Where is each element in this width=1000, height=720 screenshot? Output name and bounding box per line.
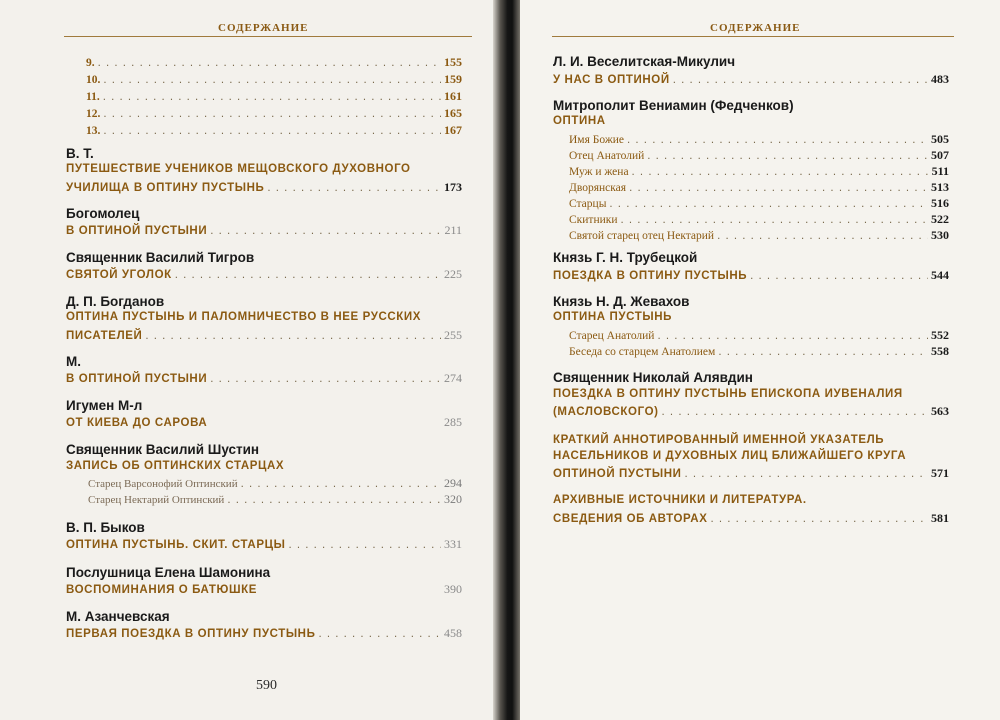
toc-entry-line[interactable] xyxy=(66,582,462,597)
entry-title: У НАС В ОПТИНОЙ xyxy=(553,74,670,86)
dot-leader xyxy=(267,182,441,194)
entry-title: СВЯТОЙ УГОЛОК xyxy=(66,269,172,281)
entry-title[interactable]: КРАТКИЙ АННОТИРОВАННЫЙ ИМЕННОЙ УКАЗАТЕЛЬ xyxy=(553,434,885,446)
dot-leader xyxy=(627,134,928,146)
dot-leader xyxy=(657,330,928,342)
toc-entry-line[interactable] xyxy=(66,180,462,195)
page-ref: 165 xyxy=(444,106,462,120)
entry-title[interactable]: ПОЕЗДКА В ОПТИНУ ПУСТЫНЬ ЕПИСКОПА ИУВЕНАЛИЯ xyxy=(553,388,903,400)
entry-author: Послушница Елена Шамонина xyxy=(66,565,271,580)
entry-author: В. П. Быков xyxy=(66,520,145,535)
entry-author: Священник Василий Шустин xyxy=(66,442,260,457)
dot-leader xyxy=(647,150,928,162)
dot-leader xyxy=(175,269,441,281)
page-header: СОДЕРЖАНИЕ xyxy=(218,22,309,34)
toc-chapter-line[interactable] xyxy=(86,55,462,70)
dot-leader xyxy=(718,346,928,358)
entry-title: В ОПТИНОЙ ПУСТЫНИ xyxy=(66,373,208,385)
toc-chapter-line[interactable] xyxy=(86,89,462,104)
page-ref: 544 xyxy=(931,268,949,282)
entry-author: Д. П. Богданов xyxy=(66,294,165,309)
chapter-number: 11. xyxy=(86,91,100,103)
dot-leader xyxy=(621,214,929,226)
entry-title: СВЕДЕНИЯ ОБ АВТОРАХ xyxy=(553,513,708,525)
dot-leader xyxy=(210,225,441,237)
sub-title: Скитники xyxy=(569,214,618,226)
entry-title[interactable]: ПУТЕШЕСТВИЕ УЧЕНИКОВ МЕЩОВСКОГО ДУХОВНОГО xyxy=(66,163,411,175)
page-ref: 159 xyxy=(444,72,462,86)
entry-author: Л. И. Веселитская-Микулич xyxy=(553,54,736,69)
toc-entry-line[interactable] xyxy=(66,267,462,282)
dot-leader xyxy=(98,57,441,69)
toc-sub-line[interactable] xyxy=(569,328,949,343)
header-rule xyxy=(552,36,954,37)
page-header: СОДЕРЖАНИЕ xyxy=(710,22,801,34)
entry-title: В ОПТИНОЙ ПУСТЫНИ xyxy=(66,225,208,237)
toc-entry-line[interactable] xyxy=(553,268,949,283)
entry-author: В. Т. xyxy=(66,146,94,161)
dot-leader xyxy=(227,494,441,506)
toc-entry-line[interactable] xyxy=(553,404,949,419)
page-ref: 511 xyxy=(931,164,949,178)
page-ref: 563 xyxy=(931,404,949,418)
page-ref: 483 xyxy=(931,72,949,86)
sub-title: Имя Божие xyxy=(569,134,625,146)
sub-title: Дворянская xyxy=(569,182,627,194)
dot-leader xyxy=(241,478,441,490)
dot-leader xyxy=(632,166,929,178)
chapter-number: 10. xyxy=(86,74,101,86)
page-ref: 173 xyxy=(444,180,462,194)
sub-title: Старец Нектарий Оптинский xyxy=(88,494,225,506)
entry-title: ПИСАТЕЛЕЙ xyxy=(66,330,143,342)
toc-sub-line[interactable] xyxy=(569,180,949,195)
entry-title[interactable]: НАСЕЛЬНИКОВ И ДУХОВНЫХ ЛИЦ БЛИЖАЙШЕГО КРУГА xyxy=(553,450,907,462)
entry-author: Митрополит Вениамин (Федченков) xyxy=(553,98,794,113)
entry-author: Игумен М-л xyxy=(66,398,143,413)
entry-title: ОПТИНА ПУСТЫНЬ. СКИТ. СТАРЦЫ xyxy=(66,539,286,551)
entry-author: Князь Н. Д. Жевахов xyxy=(553,294,690,309)
page-ref: 155 xyxy=(444,55,462,69)
entry-title[interactable]: АРХИВНЫЕ ИСТОЧНИКИ И ЛИТЕРАТУРА. xyxy=(553,494,807,506)
dot-leader xyxy=(103,74,441,86)
toc-entry-line[interactable] xyxy=(66,371,462,386)
toc-sub-line[interactable] xyxy=(569,132,949,147)
entry-author: Богомолец xyxy=(66,206,140,221)
page-ref: 255 xyxy=(444,328,462,342)
page-ref: 458 xyxy=(444,626,462,640)
page-ref: 507 xyxy=(931,148,949,162)
toc-chapter-line[interactable] xyxy=(86,123,462,138)
toc-entry-line[interactable] xyxy=(66,415,462,430)
header-rule xyxy=(64,36,472,37)
toc-entry-line[interactable] xyxy=(553,466,949,481)
sub-title: Отец Анатолий xyxy=(569,150,645,162)
sub-title: Старец Анатолий xyxy=(569,330,655,342)
dot-leader xyxy=(103,108,441,120)
toc-sub-line[interactable] xyxy=(569,228,949,243)
dot-leader xyxy=(717,230,928,242)
sub-title: Старцы xyxy=(569,198,607,210)
toc-sub-line[interactable] xyxy=(569,164,949,179)
sub-title: Святой старец отец Нектарий xyxy=(569,230,715,242)
entry-author: Священник Василий Тигров xyxy=(66,250,255,265)
entry-title: УЧИЛИЩА В ОПТИНУ ПУСТЫНЬ xyxy=(66,182,265,194)
toc-sub-line[interactable] xyxy=(569,212,949,227)
toc-sub-line[interactable] xyxy=(569,148,949,163)
page-number: 590 xyxy=(256,678,277,693)
entry-title: (МАСЛОВСКОГО) xyxy=(553,406,659,418)
entry-author: Священник Николай Алявдин xyxy=(553,370,753,385)
page-ref: 571 xyxy=(931,466,949,480)
toc-sub-line[interactable] xyxy=(88,476,462,491)
sub-title: Старец Варсонофий Оптинский xyxy=(88,478,238,490)
entry-title: ПЕРВАЯ ПОЕЗДКА В ОПТИНУ ПУСТЫНЬ xyxy=(66,628,316,640)
page-ref: 530 xyxy=(931,228,949,242)
chapter-number: 12. xyxy=(86,108,101,120)
page-ref: 225 xyxy=(444,267,462,281)
page-ref: 516 xyxy=(931,196,949,210)
toc-sub-line[interactable] xyxy=(569,196,949,211)
toc-entry-line[interactable] xyxy=(66,223,462,238)
dot-leader xyxy=(103,91,441,103)
entry-title[interactable]: ОПТИНА ПУСТЫНЬ xyxy=(553,311,672,323)
chapter-number: 9. xyxy=(86,57,95,69)
entry-title[interactable]: ОПТИНА ПУСТЫНЬ И ПАЛОМНИЧЕСТВО В НЕЕ РУССКИХ xyxy=(66,311,422,323)
dot-leader xyxy=(673,74,928,86)
right-page xyxy=(520,0,1000,720)
page-ref: 294 xyxy=(444,476,462,490)
toc-entry-line[interactable] xyxy=(66,328,462,343)
entry-title: ПОЕЗДКА В ОПТИНУ ПУСТЫНЬ xyxy=(553,270,748,282)
toc-entry-line[interactable] xyxy=(553,72,949,87)
toc-entry-line[interactable] xyxy=(66,626,462,641)
page-ref: 558 xyxy=(931,344,949,358)
entry-title[interactable]: ОПТИНА xyxy=(553,115,606,127)
entry-author: М. xyxy=(66,354,81,369)
page-ref: 581 xyxy=(931,511,949,525)
dot-leader xyxy=(318,628,441,640)
entry-author: М. Азанчевская xyxy=(66,609,170,624)
dot-leader xyxy=(750,270,928,282)
toc-sub-line[interactable] xyxy=(569,344,949,359)
dot-leader xyxy=(662,406,928,418)
page-ref: 274 xyxy=(444,371,462,385)
dot-leader xyxy=(710,513,928,525)
toc-chapter-line[interactable] xyxy=(86,72,462,87)
dot-leader xyxy=(629,182,928,194)
dot-leader xyxy=(288,539,441,551)
page-ref: 211 xyxy=(444,223,462,237)
entry-title: ОПТИНОЙ ПУСТЫНИ xyxy=(553,468,682,480)
toc-entry-line[interactable] xyxy=(66,537,462,552)
entry-title: ОТ КИЕВА ДО САРОВА xyxy=(66,417,208,429)
page-ref: 161 xyxy=(444,89,462,103)
dot-leader xyxy=(145,330,441,342)
entry-title[interactable]: ЗАПИСЬ ОБ ОПТИНСКИХ СТАРЦАХ xyxy=(66,460,285,472)
dot-leader xyxy=(103,125,441,137)
page-ref: 320 xyxy=(444,492,462,506)
page-ref: 167 xyxy=(444,123,462,137)
page-ref: 285 xyxy=(444,415,462,429)
dot-leader xyxy=(685,468,928,480)
toc-chapter-line[interactable] xyxy=(86,106,462,121)
dot-leader xyxy=(609,198,928,210)
page-ref: 513 xyxy=(931,180,949,194)
toc-entry-line[interactable] xyxy=(553,511,949,526)
chapter-number: 13. xyxy=(86,125,101,137)
toc-sub-line[interactable] xyxy=(88,492,462,507)
dot-leader xyxy=(210,373,441,385)
entry-author: Князь Г. Н. Трубецкой xyxy=(553,250,698,265)
entry-title: ВОСПОМИНАНИЯ О БАТЮШКЕ xyxy=(66,584,257,596)
page-ref: 505 xyxy=(931,132,949,146)
page-ref: 390 xyxy=(444,582,462,596)
page-ref: 552 xyxy=(931,328,949,342)
page-ref: 522 xyxy=(931,212,949,226)
page-ref: 331 xyxy=(444,537,462,551)
sub-title: Муж и жена xyxy=(569,166,629,178)
sub-title: Беседа со старцем Анатолием xyxy=(569,346,716,358)
